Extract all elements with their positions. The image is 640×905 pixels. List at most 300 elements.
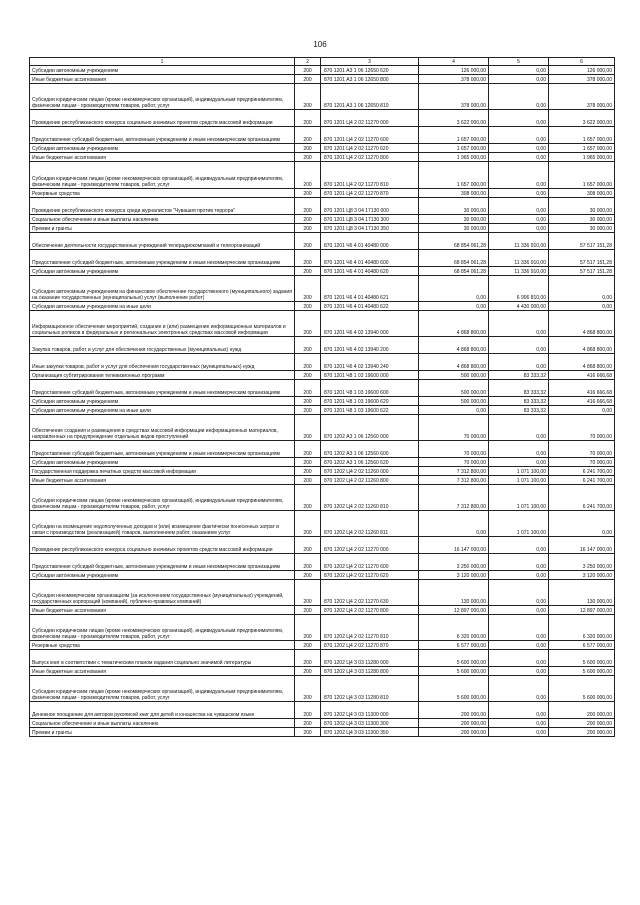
budget-code-cell: 870 1201 А3 1 06 12650 810: [321, 84, 419, 110]
total-amount-cell: 1 657 000,00: [549, 127, 615, 144]
row-name-cell: Субсидии юридическим лицам (кроме некоммерческих организаций), индивидуальным предпринимателям, физическим лицам - производителям товаров, работ, услуг: [30, 615, 295, 641]
table-row: [30, 580, 615, 606]
change-amount-cell: 0,00: [489, 337, 549, 354]
total-amount-cell: 1 965 000,00: [549, 153, 615, 162]
row-name-cell: Предоставление субсидий бюджетным, автономным учреждениям и иным некоммерческим организациям: [30, 554, 295, 571]
budget-code-cell: 870 1201 Ц4 2 02 11270 600: [321, 127, 419, 144]
budget-code-cell: 870 1201 Ч6 4 02 13940 200: [321, 337, 419, 354]
total-amount-cell: 30 000,00: [549, 198, 615, 215]
table-row: [30, 458, 615, 467]
plan-amount-cell: 70 000,00: [419, 441, 489, 458]
total-amount-cell: 416 666,68: [549, 380, 615, 397]
budget-code-cell: 870 1202 Ц4 2 02 11270 600: [321, 554, 419, 571]
row-name-cell: Субсидии автономным учреждениям: [30, 66, 295, 75]
total-amount-cell: 416 666,68: [549, 397, 615, 406]
row-name-cell: Иные бюджетные ассигнования: [30, 75, 295, 84]
total-amount-cell: 4 868 800,00: [549, 337, 615, 354]
table-row: [30, 537, 615, 554]
budget-code-cell: 870 1202 Ц4 2 02 11270 000: [321, 537, 419, 554]
ministry-code-cell: 200: [295, 337, 321, 354]
ministry-code-cell: 200: [295, 162, 321, 189]
table-row: [30, 153, 615, 162]
ministry-code-cell: 200: [295, 415, 321, 441]
row-name-cell: Предоставление субсидий бюджетным, автономным учреждениям и иным некоммерческим организациям: [30, 380, 295, 397]
column-header: 5: [489, 58, 549, 66]
budget-code-cell: 870 1201 Ц4 2 02 11270 810: [321, 162, 419, 189]
row-name-cell: Предоставление субсидий бюджетным, автономным учреждениям и иным некоммерческим организациям: [30, 250, 295, 267]
table-row: [30, 233, 615, 250]
total-amount-cell: 130 000,00: [549, 580, 615, 606]
row-name-cell: Субсидии автономным учреждениям на финансовое обеспечение государственного (муниципального) задания на оказание государственных (муниципальных) услуг (выполнение работ): [30, 276, 295, 302]
budget-code-cell: 870 1202 А3 1 06 12560 000: [321, 415, 419, 441]
total-amount-cell: 12 897 000,00: [549, 606, 615, 615]
row-name-cell: Субсидии автономным учреждениям: [30, 144, 295, 153]
ministry-code-cell: 200: [295, 380, 321, 397]
total-amount-cell: 1 657 000,00: [549, 162, 615, 189]
total-amount-cell: 16 147 000,00: [549, 537, 615, 554]
total-amount-cell: 1 657 000,00: [549, 144, 615, 153]
total-amount-cell: 200 000,00: [549, 702, 615, 719]
plan-amount-cell: 68 854 061,28: [419, 267, 489, 276]
change-amount-cell: 0,00: [489, 75, 549, 84]
total-amount-cell: 70 000,00: [549, 458, 615, 467]
table-row: [30, 676, 615, 702]
row-name-cell: Субсидии юридическим лицам (кроме некоммерческих организаций), индивидуальным предпринимателям, физическим лицам - производителям товаров, работ, услуг: [30, 84, 295, 110]
ministry-code-cell: 200: [295, 641, 321, 650]
row-name-cell: Выпуск книг в соответствии с тематическим планом издания социально значимой литературы: [30, 650, 295, 667]
plan-amount-cell: 3 622 000,00: [419, 110, 489, 127]
plan-amount-cell: 1 965 000,00: [419, 153, 489, 162]
table-row: [30, 728, 615, 737]
change-amount-cell: 83 333,32: [489, 380, 549, 397]
change-amount-cell: 0,00: [489, 728, 549, 737]
change-amount-cell: 4 430 000,00: [489, 302, 549, 311]
ministry-code-cell: 200: [295, 650, 321, 667]
row-name-cell: Резервные средства: [30, 641, 295, 650]
ministry-code-cell: 200: [295, 311, 321, 337]
total-amount-cell: 5 600 000,00: [549, 667, 615, 676]
budget-code-cell: 870 1202 Ц4 2 02 11270 630: [321, 580, 419, 606]
row-name-cell: Информационное обеспечение мероприятий, создание и (или) размещение информационных материалов и социальных роликов в федеральных и региональных электронных средствах массовой информации: [30, 311, 295, 337]
ministry-code-cell: 200: [295, 250, 321, 267]
row-name-cell: Субсидии юридическим лицам (кроме некоммерческих организаций), индивидуальным предпринимателям, физическим лицам - производителям товаров, работ, услуг: [30, 676, 295, 702]
ministry-code-cell: 200: [295, 267, 321, 276]
total-amount-cell: 0,00: [549, 302, 615, 311]
table-row: [30, 606, 615, 615]
budget-code-cell: 870 1202 Ц4 2 02 11260 800: [321, 476, 419, 485]
total-amount-cell: 70 000,00: [549, 415, 615, 441]
plan-amount-cell: 7 312 800,00: [419, 476, 489, 485]
change-amount-cell: 0,00: [489, 153, 549, 162]
total-amount-cell: 200 000,00: [549, 728, 615, 737]
total-amount-cell: 3 120 000,00: [549, 571, 615, 580]
row-name-cell: Организация субтитрирования телевизионных программ: [30, 371, 295, 380]
row-name-cell: Предоставление субсидий бюджетным, автономным учреждениям и иным некоммерческим организациям: [30, 441, 295, 458]
table-row: [30, 406, 615, 415]
column-header: 6: [549, 58, 615, 66]
total-amount-cell: 3 622 000,00: [549, 110, 615, 127]
ministry-code-cell: 200: [295, 75, 321, 84]
budget-code-cell: 870 1202 Ц4 2 02 11260 810: [321, 485, 419, 511]
plan-amount-cell: 3 250 000,00: [419, 554, 489, 571]
table-row: [30, 110, 615, 127]
ministry-code-cell: 200: [295, 667, 321, 676]
total-amount-cell: 4 868 800,00: [549, 311, 615, 337]
total-amount-cell: 6 241 700,00: [549, 467, 615, 476]
ministry-code-cell: 200: [295, 127, 321, 144]
row-name-cell: Иные бюджетные ассигнования: [30, 667, 295, 676]
change-amount-cell: 1 071 100,00: [489, 485, 549, 511]
change-amount-cell: 0,00: [489, 415, 549, 441]
plan-amount-cell: 70 000,00: [419, 415, 489, 441]
ministry-code-cell: 200: [295, 144, 321, 153]
change-amount-cell: 1 071 100,00: [489, 511, 549, 537]
table-row: [30, 511, 615, 537]
budget-code-cell: 870 1202 Ц4 3 03 11280 810: [321, 676, 419, 702]
row-name-cell: Предоставление субсидий бюджетным, автономным учреждениям и иным некоммерческим организациям: [30, 127, 295, 144]
plan-amount-cell: 6 577 000,00: [419, 641, 489, 650]
plan-amount-cell: 7 312 800,00: [419, 467, 489, 476]
ministry-code-cell: 200: [295, 511, 321, 537]
plan-amount-cell: 30 000,00: [419, 198, 489, 215]
ministry-code-cell: 200: [295, 728, 321, 737]
ministry-code-cell: 200: [295, 66, 321, 75]
plan-amount-cell: 4 868 800,00: [419, 354, 489, 371]
table-row: [30, 667, 615, 676]
change-amount-cell: 11 336 910,00: [489, 233, 549, 250]
table-row: [30, 615, 615, 641]
table-row: [30, 719, 615, 728]
plan-amount-cell: 68 854 061,28: [419, 250, 489, 267]
ministry-code-cell: 200: [295, 354, 321, 371]
total-amount-cell: 5 600 000,00: [549, 650, 615, 667]
plan-amount-cell: 0,00: [419, 511, 489, 537]
budget-code-cell: 870 1201 Ч8 1 03 19600 600: [321, 380, 419, 397]
ministry-code-cell: 200: [295, 153, 321, 162]
change-amount-cell: 1 071 100,00: [489, 467, 549, 476]
ministry-code-cell: 200: [295, 189, 321, 198]
change-amount-cell: 0,00: [489, 702, 549, 719]
column-header: 4: [419, 58, 489, 66]
change-amount-cell: 0,00: [489, 441, 549, 458]
row-name-cell: Субсидии юридическим лицам (кроме некоммерческих организаций), индивидуальным предпринимателям, физическим лицам - производителям товаров, работ, услуг: [30, 485, 295, 511]
total-amount-cell: 57 517 151,28: [549, 250, 615, 267]
table-row: [30, 337, 615, 354]
plan-amount-cell: 126 000,00: [419, 66, 489, 75]
row-name-cell: Проведение республиканского конкурса социально значимых проектов средств массовой информации: [30, 537, 295, 554]
row-name-cell: Субсидии автономным учреждениям: [30, 458, 295, 467]
ministry-code-cell: 200: [295, 302, 321, 311]
plan-amount-cell: 1 657 000,00: [419, 144, 489, 153]
budget-code-cell: 870 1202 Ц4 3 03 11300 350: [321, 728, 419, 737]
table-row: [30, 702, 615, 719]
row-name-cell: Премии и гранты: [30, 728, 295, 737]
change-amount-cell: 0,00: [489, 110, 549, 127]
ministry-code-cell: 200: [295, 485, 321, 511]
table-row: [30, 267, 615, 276]
plan-amount-cell: 0,00: [419, 302, 489, 311]
plan-amount-cell: 500 000,00: [419, 371, 489, 380]
plan-amount-cell: 4 868 800,00: [419, 337, 489, 354]
budget-code-cell: 870 1201 Ц8 3 04 17130 300: [321, 215, 419, 224]
change-amount-cell: 0,00: [489, 162, 549, 189]
budget-code-cell: 870 1202 Ц4 2 02 11270 620: [321, 571, 419, 580]
ministry-code-cell: 200: [295, 233, 321, 250]
total-amount-cell: 0,00: [549, 406, 615, 415]
row-name-cell: Иные закупки товаров, работ и услуг для обеспечения государственных (муниципальных) нужд: [30, 354, 295, 371]
ministry-code-cell: 200: [295, 110, 321, 127]
change-amount-cell: 83 333,32: [489, 406, 549, 415]
budget-code-cell: 870 1202 А3 1 06 12560 620: [321, 458, 419, 467]
row-name-cell: Социальное обеспечение и иные выплаты населению: [30, 215, 295, 224]
budget-code-cell: 870 1202 Ц4 2 02 11270 800: [321, 606, 419, 615]
budget-code-cell: 870 1201 А3 1 06 12650 620: [321, 66, 419, 75]
budget-code-cell: 870 1201 Ч6 4 01 40480 622: [321, 302, 419, 311]
plan-amount-cell: 308 000,00: [419, 189, 489, 198]
ministry-code-cell: 200: [295, 606, 321, 615]
table-row: [30, 250, 615, 267]
row-name-cell: Резервные средства: [30, 189, 295, 198]
ministry-code-cell: 200: [295, 537, 321, 554]
budget-code-cell: 870 1201 Ц4 2 02 11270 620: [321, 144, 419, 153]
change-amount-cell: 0,00: [489, 189, 549, 198]
ministry-code-cell: 200: [295, 467, 321, 476]
change-amount-cell: 0,00: [489, 458, 549, 467]
change-amount-cell: 11 336 910,00: [489, 250, 549, 267]
row-name-cell: Субсидии автономным учреждениям: [30, 397, 295, 406]
plan-amount-cell: 70 000,00: [419, 458, 489, 467]
row-name-cell: Субсидии автономным учреждениям на иные цели: [30, 406, 295, 415]
budget-code-cell: 870 1202 Ц4 3 03 11300 300: [321, 719, 419, 728]
change-amount-cell: 0,00: [489, 650, 549, 667]
row-name-cell: Закупка товаров, работ и услуг для обеспечения государственных (муниципальных) нужд: [30, 337, 295, 354]
budget-code-cell: 870 1201 Ц4 2 02 11270 000: [321, 110, 419, 127]
change-amount-cell: 0,00: [489, 224, 549, 233]
total-amount-cell: 126 000,00: [549, 66, 615, 75]
plan-amount-cell: 3 120 000,00: [419, 571, 489, 580]
change-amount-cell: 83 333,32: [489, 397, 549, 406]
row-name-cell: Иные бюджетные ассигнования: [30, 606, 295, 615]
plan-amount-cell: 378 000,00: [419, 75, 489, 84]
ministry-code-cell: 200: [295, 198, 321, 215]
change-amount-cell: 0,00: [489, 667, 549, 676]
change-amount-cell: 0,00: [489, 615, 549, 641]
plan-amount-cell: 5 600 000,00: [419, 667, 489, 676]
change-amount-cell: 1 071 100,00: [489, 476, 549, 485]
budget-code-cell: 870 1202 Ц4 3 03 11280 800: [321, 667, 419, 676]
budget-code-cell: 870 1201 Ч8 1 03 19600 000: [321, 371, 419, 380]
plan-amount-cell: 130 000,00: [419, 580, 489, 606]
column-header: 3: [321, 58, 419, 66]
page-number: 106: [313, 40, 327, 49]
plan-amount-cell: 68 854 061,28: [419, 233, 489, 250]
total-amount-cell: 6 577 000,00: [549, 641, 615, 650]
budget-code-cell: 870 1201 Ч6 4 01 40480 621: [321, 276, 419, 302]
change-amount-cell: 6 906 810,00: [489, 276, 549, 302]
change-amount-cell: 11 336 910,00: [489, 267, 549, 276]
total-amount-cell: 57 517 151,28: [549, 267, 615, 276]
ministry-code-cell: 200: [295, 397, 321, 406]
budget-table: [29, 57, 615, 737]
change-amount-cell: 0,00: [489, 641, 549, 650]
change-amount-cell: 0,00: [489, 606, 549, 615]
ministry-code-cell: 200: [295, 554, 321, 571]
plan-amount-cell: 30 000,00: [419, 224, 489, 233]
total-amount-cell: 6 320 000,00: [549, 615, 615, 641]
table-row: [30, 397, 615, 406]
ministry-code-cell: 200: [295, 476, 321, 485]
ministry-code-cell: 200: [295, 458, 321, 467]
ministry-code-cell: 200: [295, 571, 321, 580]
total-amount-cell: 4 868 800,00: [549, 354, 615, 371]
change-amount-cell: 0,00: [489, 537, 549, 554]
table-row: [30, 302, 615, 311]
budget-code-cell: 870 1201 Ч8 1 03 19600 620: [321, 397, 419, 406]
change-amount-cell: 0,00: [489, 215, 549, 224]
table-row: [30, 144, 615, 153]
change-amount-cell: 0,00: [489, 571, 549, 580]
total-amount-cell: 0,00: [549, 511, 615, 537]
budget-code-cell: 870 1201 Ц4 2 02 11270 800: [321, 153, 419, 162]
row-name-cell: Субсидии автономным учреждениям: [30, 571, 295, 580]
budget-code-cell: 870 1202 Ц4 3 03 11280 000: [321, 650, 419, 667]
column-header: 1: [30, 58, 295, 66]
table-row: [30, 198, 615, 215]
ministry-code-cell: 200: [295, 702, 321, 719]
plan-amount-cell: 12 897 000,00: [419, 606, 489, 615]
total-amount-cell: 378 000,00: [549, 75, 615, 84]
table-row: [30, 311, 615, 337]
change-amount-cell: 0,00: [489, 84, 549, 110]
row-name-cell: Обеспечение деятельности государственных учреждений телерадиокомпаний и телеорганизаций: [30, 233, 295, 250]
plan-amount-cell: 378 000,00: [419, 84, 489, 110]
table-row: [30, 127, 615, 144]
ministry-code-cell: 200: [295, 719, 321, 728]
row-name-cell: Иные бюджетные ассигнования: [30, 153, 295, 162]
budget-code-cell: 870 1202 Ц4 2 02 11260 000: [321, 467, 419, 476]
change-amount-cell: 0,00: [489, 719, 549, 728]
budget-code-cell: 870 1201 Ч6 4 02 13940 000: [321, 311, 419, 337]
row-name-cell: Субсидии автономным учреждениям: [30, 267, 295, 276]
plan-amount-cell: 1 657 000,00: [419, 127, 489, 144]
budget-code-cell: 870 1201 Ч8 1 03 19600 622: [321, 406, 419, 415]
table-row: [30, 224, 615, 233]
plan-amount-cell: 1 657 000,00: [419, 162, 489, 189]
table-row: [30, 441, 615, 458]
plan-amount-cell: 200 000,00: [419, 728, 489, 737]
budget-code-cell: 870 1202 Ц4 2 02 11260 811: [321, 511, 419, 537]
table-row: [30, 380, 615, 397]
plan-amount-cell: 4 868 800,00: [419, 311, 489, 337]
plan-amount-cell: 0,00: [419, 276, 489, 302]
budget-code-cell: 870 1201 Ч6 4 01 40480 600: [321, 250, 419, 267]
budget-code-cell: 870 1202 А3 1 06 12560 600: [321, 441, 419, 458]
ministry-code-cell: 200: [295, 676, 321, 702]
ministry-code-cell: 200: [295, 441, 321, 458]
row-name-cell: Обеспечение создания и размещения в средствах массовой информации информационных материалов, направленных на предупреждение отдельных видов преступлений: [30, 415, 295, 441]
table-row: [30, 554, 615, 571]
row-name-cell: Социальное обеспечение и иные выплаты населению: [30, 719, 295, 728]
change-amount-cell: 0,00: [489, 580, 549, 606]
ministry-code-cell: 200: [295, 371, 321, 380]
table-row: [30, 75, 615, 84]
total-amount-cell: 416 666,68: [549, 371, 615, 380]
table-row: [30, 571, 615, 580]
change-amount-cell: 0,00: [489, 144, 549, 153]
ministry-code-cell: 200: [295, 406, 321, 415]
table-row: [30, 189, 615, 198]
budget-code-cell: 870 1201 Ц8 3 04 17130 000: [321, 198, 419, 215]
plan-amount-cell: 7 312 800,00: [419, 485, 489, 511]
plan-amount-cell: 200 000,00: [419, 719, 489, 728]
row-name-cell: Денежное поощрение для авторов рукописей книг для детей и юношества на чувашском языке: [30, 702, 295, 719]
ministry-code-cell: 200: [295, 580, 321, 606]
ministry-code-cell: 200: [295, 276, 321, 302]
plan-amount-cell: 16 147 000,00: [419, 537, 489, 554]
ministry-code-cell: 200: [295, 84, 321, 110]
plan-amount-cell: 30 000,00: [419, 215, 489, 224]
plan-amount-cell: 0,00: [419, 406, 489, 415]
row-name-cell: Субсидии на возмещение недополученных доходов и (или) возмещение фактически понесенных затрат в связи с производством (реализацией) товаров, выполнением работ, оказанием услуг: [30, 511, 295, 537]
table-row: [30, 162, 615, 189]
table-row: [30, 485, 615, 511]
column-header: 2: [295, 58, 321, 66]
table-row: [30, 650, 615, 667]
change-amount-cell: 0,00: [489, 676, 549, 702]
table-row: [30, 476, 615, 485]
table-row: [30, 371, 615, 380]
table-row: [30, 84, 615, 110]
budget-code-cell: 870 1201 Ч6 4 02 13940 240: [321, 354, 419, 371]
total-amount-cell: 308 000,00: [549, 189, 615, 198]
total-amount-cell: 30 000,00: [549, 215, 615, 224]
plan-amount-cell: 500 000,00: [419, 397, 489, 406]
row-name-cell: Премии и гранты: [30, 224, 295, 233]
change-amount-cell: 0,00: [489, 554, 549, 571]
row-name-cell: Субсидии юридическим лицам (кроме некоммерческих организаций), индивидуальным предпринимателям, физическим лицам - производителям товаров, работ, услуг: [30, 162, 295, 189]
row-name-cell: Субсидии некоммерческим организациям (за исключением государственных (муниципальных) учреждений, государственных корпораций (компаний), публично-правовых компаний): [30, 580, 295, 606]
plan-amount-cell: 5 600 000,00: [419, 676, 489, 702]
change-amount-cell: 0,00: [489, 354, 549, 371]
plan-amount-cell: 5 600 000,00: [419, 650, 489, 667]
change-amount-cell: 0,00: [489, 127, 549, 144]
row-name-cell: Иные бюджетные ассигнования: [30, 476, 295, 485]
budget-code-cell: 870 1202 Ц4 2 02 11270 870: [321, 641, 419, 650]
budget-code-cell: 870 1202 Ц4 3 03 11300 000: [321, 702, 419, 719]
table-row: [30, 415, 615, 441]
change-amount-cell: 0,00: [489, 66, 549, 75]
row-name-cell: Проведение республиканского конкурса социально значимых проектов средств массовой информации: [30, 110, 295, 127]
row-name-cell: Субсидии автономным учреждениям на иные цели: [30, 302, 295, 311]
budget-code-cell: 870 1202 Ц4 2 02 11270 810: [321, 615, 419, 641]
total-amount-cell: 6 241 700,00: [549, 485, 615, 511]
table-row: [30, 467, 615, 476]
change-amount-cell: 0,00: [489, 198, 549, 215]
ministry-code-cell: 200: [295, 224, 321, 233]
total-amount-cell: 0,00: [549, 276, 615, 302]
plan-amount-cell: 500 000,00: [419, 380, 489, 397]
budget-code-cell: 870 1201 Ц8 3 04 17130 350: [321, 224, 419, 233]
ministry-code-cell: 200: [295, 615, 321, 641]
plan-amount-cell: 6 320 000,00: [419, 615, 489, 641]
plan-amount-cell: 200 000,00: [419, 702, 489, 719]
table-row: [30, 354, 615, 371]
row-name-cell: Проведение республиканского конкурса среди журналистов "Чувашия против террора": [30, 198, 295, 215]
table-row: [30, 641, 615, 650]
header-row: [30, 58, 615, 66]
total-amount-cell: 30 000,00: [549, 224, 615, 233]
total-amount-cell: 5 600 000,00: [549, 676, 615, 702]
